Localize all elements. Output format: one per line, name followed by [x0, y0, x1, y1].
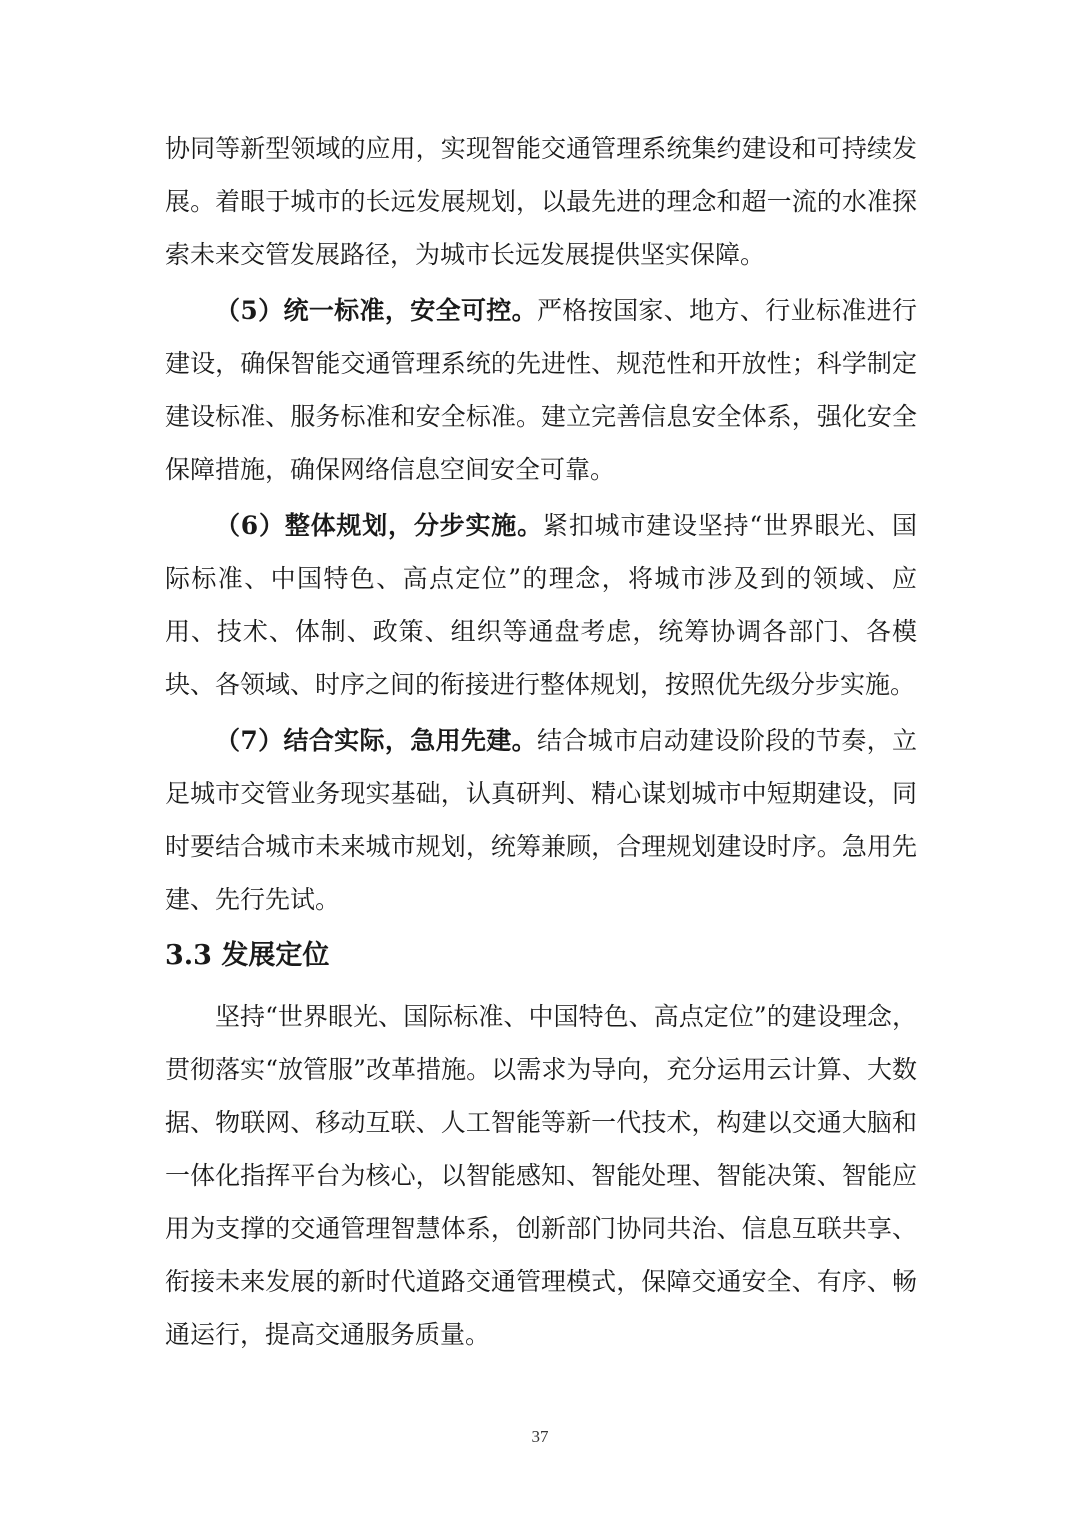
paragraph-body: 结合城市启动建设阶段的节奏，立足城市交管业务现实基础，认真研判、精心谋划城市中短期建设，同时要结合城市未来城市规划，统筹兼顾，合理规划建设时序。急用先建、先行先试。	[165, 726, 917, 914]
page-number: 37	[531, 1427, 549, 1446]
paragraph-principle-5	[165, 284, 917, 496]
paragraph-body: 严格按国家、地方、行业标准进行建设，确保智能交通管理系统的先进性、规范性和开放性；科学制定建设标准、服务标准和安全标准。建立完善信息安全体系，强化安全保障措施，确保网络信息空间安全可靠。	[165, 296, 917, 484]
paragraph-principle-7	[165, 714, 917, 926]
paragraph-body: 协同等新型领域的应用，实现智能交通管理系统集约建设和可持续发展。着眼于城市的长远发展规划，以最先进的理念和超一流的水准探索未来交管发展路径，为城市长远发展提供坚实保障。	[165, 134, 917, 269]
paragraph-continuation	[165, 122, 917, 281]
paragraph-body: 紧扣城市建设坚持“世界眼光、国际标准、中国特色、高点定位”的理念，将城市涉及到的领域、应用、技术、体制、政策、组织等通盘考虑，统筹协调各部门、各模块、各领域、时序之间的衔接进行整体规划，按照优先级分步实施。	[165, 511, 917, 699]
section-paragraph	[165, 990, 917, 1361]
section-heading: 3.3 发展定位	[165, 940, 330, 971]
paragraph-lead: （6）整体规划，分步实施。	[215, 511, 543, 540]
paragraph-body: 坚持“世界眼光、国际标准、中国特色、高点定位”的建设理念，贯彻落实“放管服”改革措施。以需求为导向，充分运用云计算、大数据、物联网、移动互联、人工智能等新一代技术，构建以交通大脑和一体化指挥平台为核心，以智能感知、智能处理、智能决策、智能应用为支撑的交通管理智慧体系，创新部门协同共治、信息互联共享、衔接未来发展的新时代道路交通管理模式，保障交通安全、有序、畅通运行，提高交通服务质量。	[165, 1002, 917, 1349]
paragraph-lead: （5）统一标准，安全可控。	[215, 296, 538, 325]
paragraph-lead: （7）结合实际，急用先建。	[215, 726, 538, 755]
document-page	[165, 122, 917, 1361]
paragraph-principle-6	[165, 499, 917, 711]
